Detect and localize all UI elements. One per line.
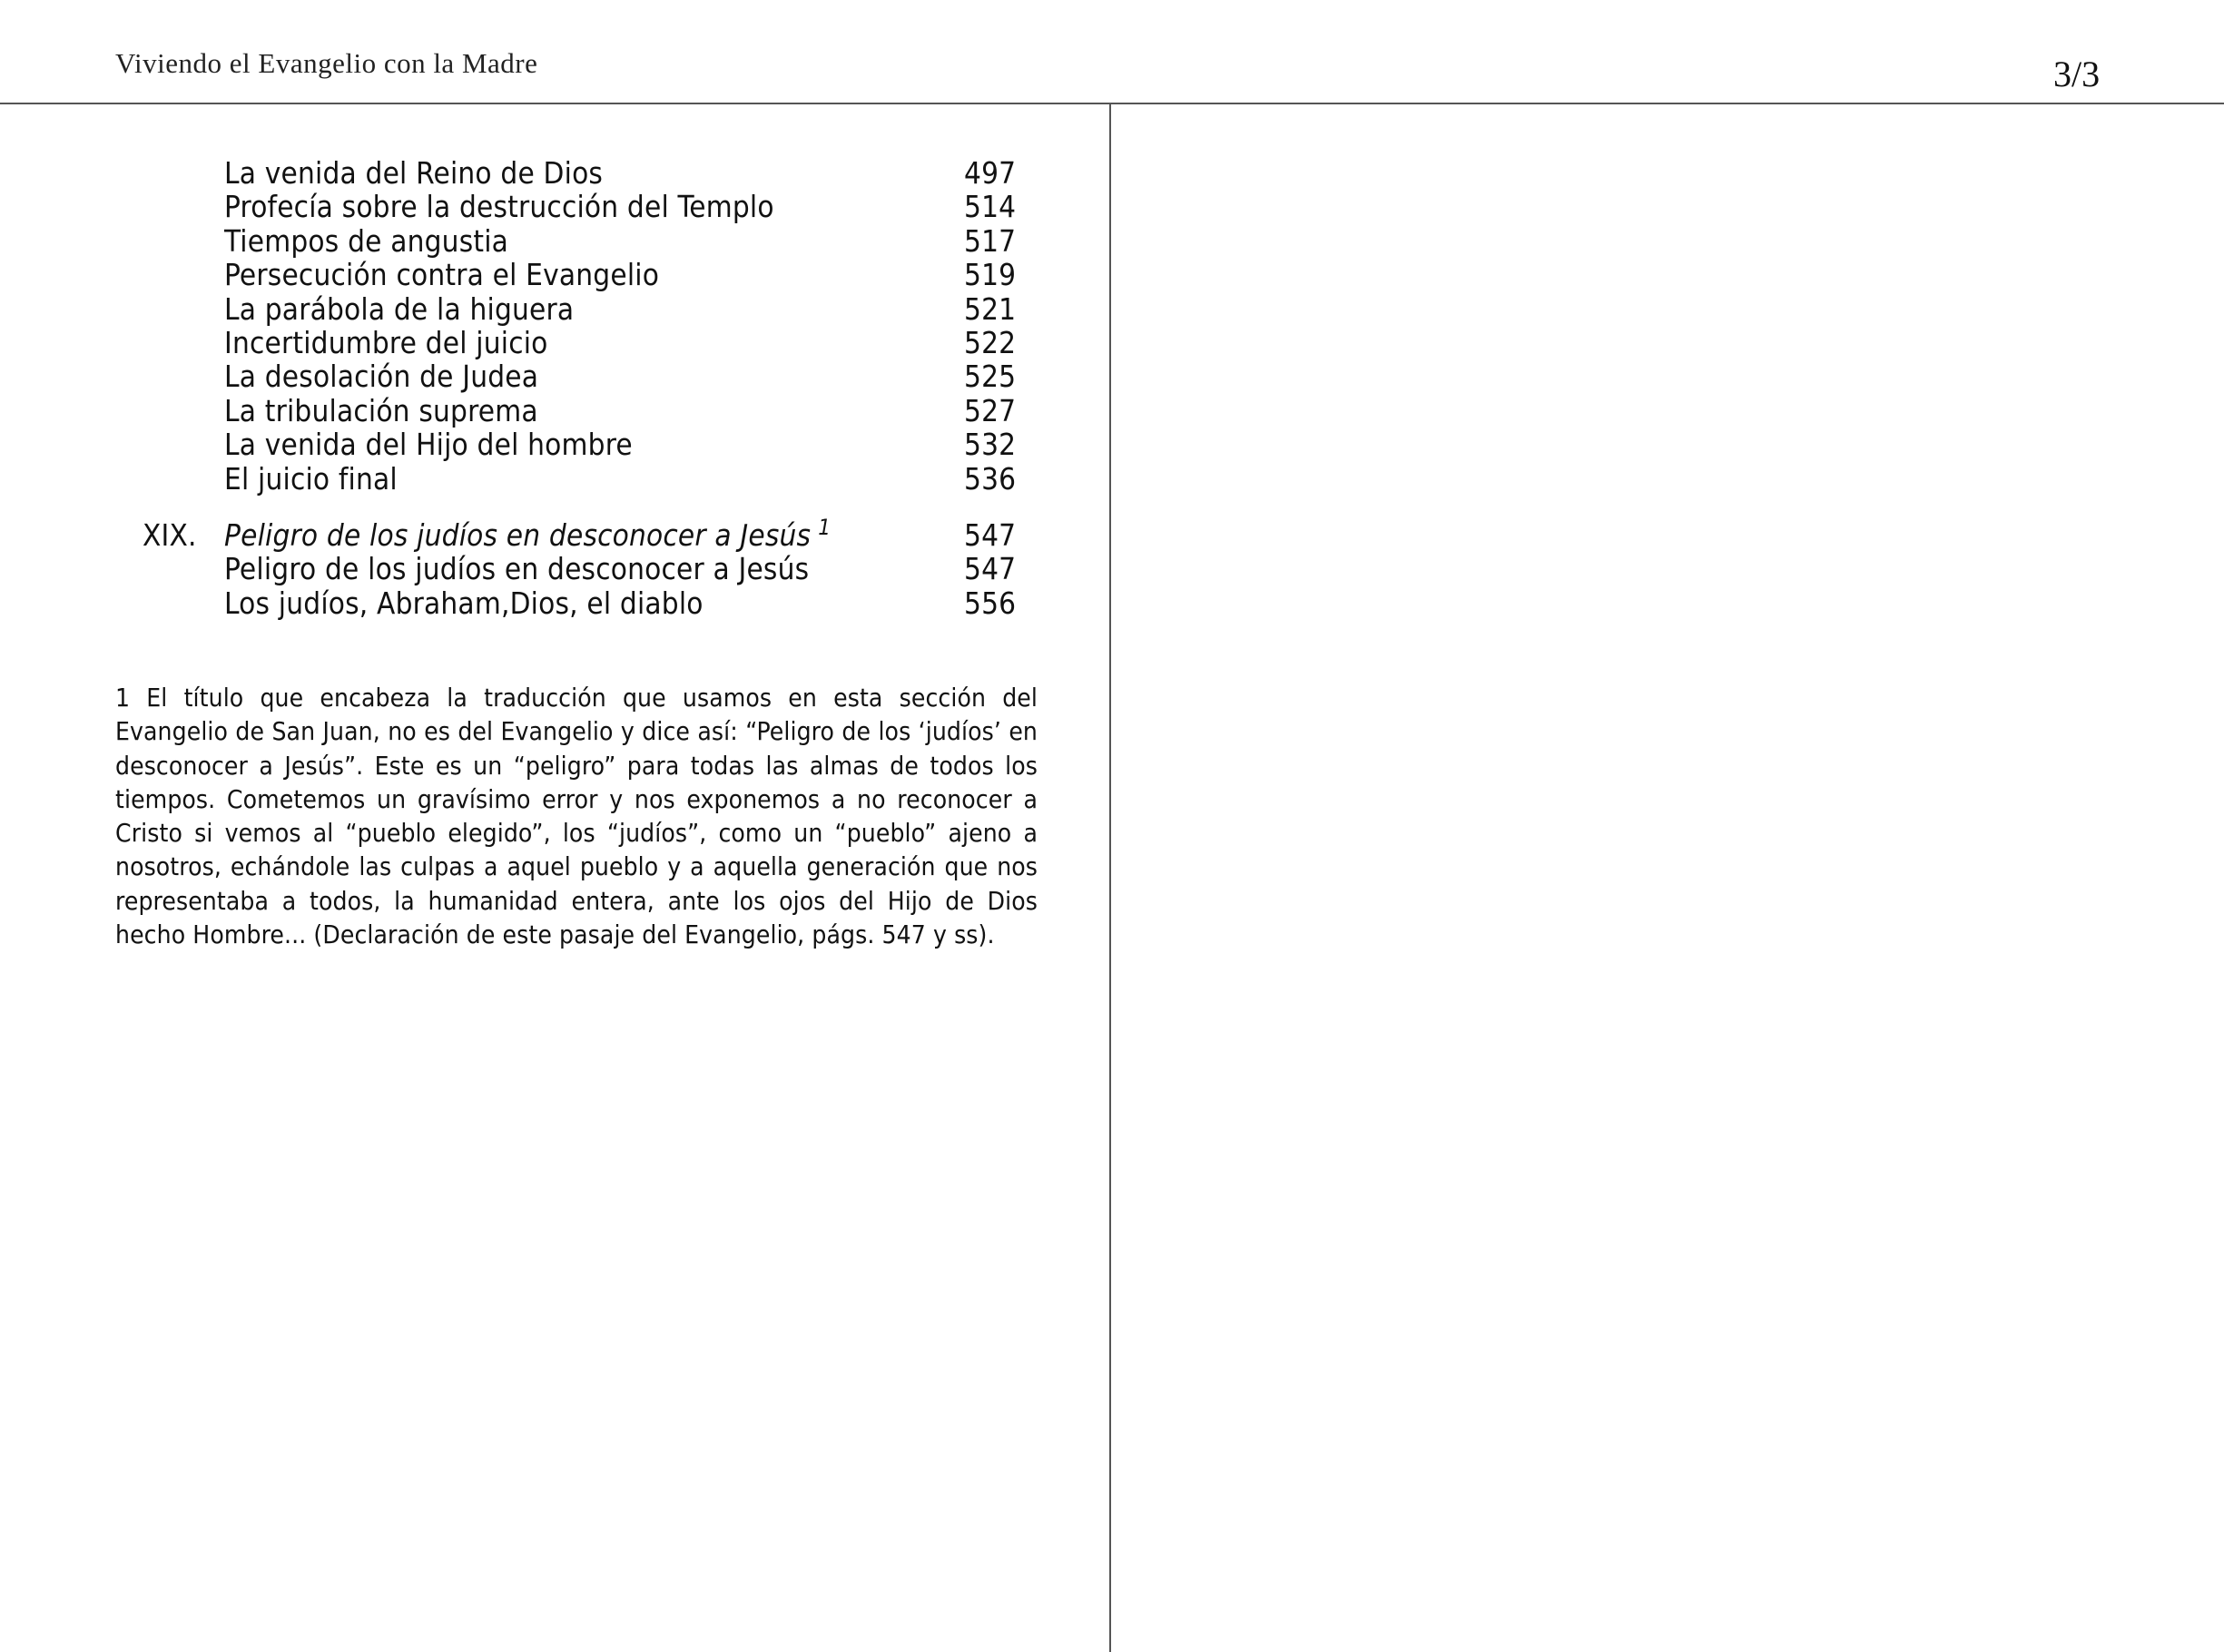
toc-entry-title: Peligro de los judíos en desconocer a Jesús	[224, 551, 810, 587]
page-header	[0, 0, 2224, 104]
toc-entry	[115, 258, 1023, 291]
toc-chapter-title: Peligro de los judíos en desconocer a Jesús	[224, 516, 812, 553]
toc-chapter-number: XIX.	[143, 516, 197, 553]
toc-entry-page: 536	[964, 460, 1017, 497]
toc-entry-title: Persecución contra el Evangelio	[224, 257, 660, 293]
toc-entry-page: 527	[964, 392, 1017, 428]
footnote: 1 El título que encabeza la traducción que usamos en esta sección del Evangelio de San Juan, no es del Evangelio y dice así: “Peligro de los ‘judíos’ en desconocer a Jesús”. Este es un “peligro” para todas las almas de todos los tiempos. Cometemos un gravísimo error y nos exponemos a no reconocer a Cristo si vemos al “pueblo elegido”, los “judíos”, como un “pueblo” ajeno a nosotros, echándole las culpas a aquel pueblo y a aquella generación que nos representaba a todos, la humanidad entera, ante los ojos del Hijo de Dios hecho Hombre... (Declaración de este pasaje del Evangelio, págs. 547 y ss).	[115, 683, 1038, 950]
toc-entry-title: El juicio final	[224, 460, 398, 497]
table-of-contents	[115, 156, 1023, 620]
toc-entry-page: 521	[964, 290, 1017, 327]
document-title: Viviendo el Evangelio con la Madre	[115, 47, 538, 79]
toc-entry-title: La parábola de la higuera	[224, 290, 575, 327]
toc-entry-page: 519	[964, 257, 1017, 293]
toc-entry	[115, 224, 1023, 258]
toc-entry-page: 517	[964, 222, 1017, 259]
toc-chapter-page: 547	[964, 516, 1017, 553]
toc-entry-title: La tribulación suprema	[224, 392, 538, 428]
toc-entry-title: La venida del Reino de Dios	[224, 155, 604, 191]
toc-entry-page: 532	[964, 427, 1017, 463]
toc-entry-page: 556	[964, 585, 1017, 621]
toc-entry	[115, 292, 1023, 326]
toc-entry	[115, 190, 1023, 223]
toc-entry-title: Profecía sobre la destrucción del Templo	[224, 189, 774, 225]
toc-entry	[115, 462, 1023, 496]
toc-entry-title: La desolación de Judea	[224, 359, 539, 395]
toc-chapter-title-wrapper	[224, 514, 832, 556]
toc-entry-title: Incertidumbre del juicio	[224, 324, 548, 360]
toc-entry-page: 547	[964, 551, 1017, 587]
toc-entry-page: 497	[964, 155, 1017, 191]
toc-entry	[115, 156, 1023, 190]
toc-entry	[115, 326, 1023, 359]
toc-entry-page: 514	[964, 189, 1017, 225]
toc-entry-page: 522	[964, 324, 1017, 360]
toc-entry-title: Tiempos de angustia	[224, 222, 509, 259]
toc-entry	[115, 428, 1023, 461]
toc-entry-title: La venida del Hijo del hombre	[224, 427, 633, 463]
toc-chapter-heading	[115, 514, 1023, 553]
toc-entry-page: 525	[964, 359, 1017, 395]
toc-entry	[115, 359, 1023, 393]
column-divider	[1109, 104, 1111, 1652]
toc-entry	[115, 394, 1023, 428]
page-number: 3/3	[2053, 54, 2101, 94]
footnote-reference[interactable]: 1	[818, 514, 832, 540]
toc-entry	[115, 586, 1023, 620]
toc-entry	[115, 552, 1023, 585]
toc-entry-title: Los judíos, Abraham,Dios, el diablo	[224, 585, 704, 621]
